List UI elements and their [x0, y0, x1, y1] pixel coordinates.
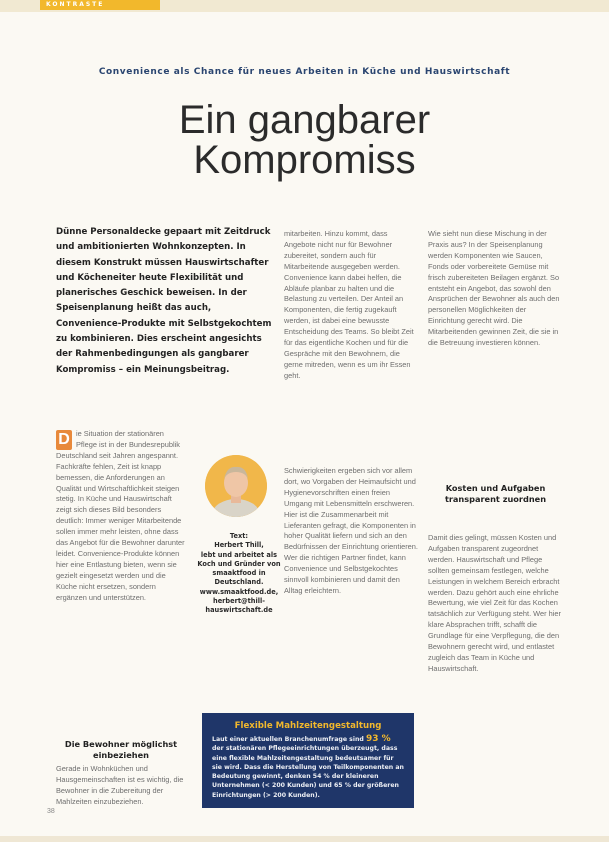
headline-line-1: Ein gangbarer — [178, 98, 431, 142]
body-column-1b — [56, 764, 186, 808]
info-box-title: Flexible Mahlzeitengestaltung — [234, 721, 382, 731]
author-contact: www.smaaktfood.de, herbert@thill-hauswirtschaft.de — [199, 587, 279, 615]
body-text-col2b: Schwierigkeiten ergeben sich vor allem dort, wo Vorgaben der Heimaufsicht und Hygienevorschriften einen freien Umgang mit Lebensmitteln erschweren. Hier ist die Zusammenarbeit mit Lieferanten gefragt, die Komponenten in hoher Qualität liefern und sich an den Bedürfnissen der Einrichtung orientieren. Wer die richtigen Partner findet, kann Convenience und Selbstgekochtes sinnvoll kombinieren und damit den Alltag erleichtern. — [284, 466, 418, 595]
author-label: Text: — [229, 532, 249, 540]
info-box — [202, 713, 414, 808]
page-number: 38 — [47, 808, 55, 815]
body-text-col2: mitarbeiten. Hinzu kommt, dass Angebote nicht nur für Bewohner zubereitet, sondern auch für Mitarbeitende ausgegeben werden. Convenience kann dabei helfen, die Abläufe planbar zu halten und die Belastung zu verteilen. Der Anteil an Komponenten, die fertig zugekauft werden, ist dabei eine bewusste Entscheidung des Teams. So bleibt Zeit für das eigentliche Kochen und für die Gespräche mit den Bewohnern, die gerne mitreden, wenn es um ihr Essen geht. — [284, 229, 414, 380]
body-column-2 — [284, 229, 418, 382]
body-text-col3: Wie sieht nun diese Mischung in der Praxis aus? In der Speisenplanung werden Komponenten wie Saucen, Fonds oder vorbereitete Gemüse mit frisch zubereiteten Beilagen ergänzt. So entsteht ein Angebot, das sowohl den Ansprüchen der Bewohner als auch den personellen Möglichkeiten der Einrichtung gerecht wird. Die Mitarbeitenden gewinnen Zeit, die sie in die Betreuung investieren können. — [428, 229, 560, 348]
bottom-stripe — [0, 836, 609, 842]
body-column-3b — [428, 533, 563, 675]
info-box-percent: 93 % — [365, 734, 391, 744]
portrait-image — [205, 455, 267, 517]
body-text-col1b: Gerade in Wohnküchen und Hausgemeinschaften ist es wichtig, die Bewohner in die Zubereitung der Mahlzeiten einzubeziehen. — [56, 764, 184, 806]
body-text-col1: ie Situation der stationären Pflege ist in der Bundesrepublik Deutschland seit Jahren angespannt. Fachkräfte fehlen, Zeit ist knapp bemessen, die Anforderungen an Qualität und Wirtschaftlichkeit steigen stetig. In Küche und Hauswirtschaft zeigt sich dieses Bild besonders deutlich: Immer weniger Mitarbeitende sollen immer mehr leisten, ohne dass das Angebot für die Bewohner darunter leidet. Convenience-Produkte können hier eine Entlastung bieten, wenn sie gezielt eingesetzt werden und die Küche nicht ersetzen, sondern ergänzen und unterstützen. — [56, 429, 185, 602]
info-box-body — [212, 735, 404, 800]
info-box-post: der stationären Pflegeeinrichtungen überzeugt, dass eine flexible Mahlzeitengestaltung bedeutsamer für sie wird. Dass die Herstellung von Teilkomponenten an Bedeutung gewinnt, denken 54 % der kleineren Unternehmen (< 200 Kunden) und 65 % der größeren Einrichtungen (> 200 Kunden). — [212, 745, 404, 799]
section-tag: KONTRASTE — [40, 0, 160, 10]
author-caption — [196, 532, 282, 616]
info-box-pre: Laut einer aktuellen Branchenumfrage sind — [212, 736, 364, 743]
drop-cap: D — [56, 430, 72, 450]
headline — [0, 100, 609, 180]
body-text-col3b: Damit dies gelingt, müssen Kosten und Aufgaben transparent zugeordnet werden. Hauswirtschaft und Pflege sollten gemeinsam festlegen, welche Leistungen in welchem Bereich erbracht werden. Dazu gehört auch eine ehrliche Bewertung, wie viel Zeit für das Kochen tatsächlich zur Verfügung steht. Wer hier klare Absprachen trifft, schafft die Grundlage für eine Verpflegung, die den Bewohnern gerecht wird, und entlastet zugleich das Team in Küche und Hauswirtschaft. — [428, 533, 561, 673]
body-column-3 — [428, 229, 563, 349]
body-column-2b — [284, 466, 418, 597]
author-portrait — [205, 455, 267, 517]
subhead-kosten: Kosten und Aufgaben transparent zuordnen — [444, 483, 547, 504]
lead-paragraph: Dünne Personaldecke gepaart mit Zeitdruck und ambitionierten Wohnkonzepten. In diesem Konstrukt müssen Hauswirtschafter und Köcheneiter heute Flexibilität und planerisches Geschick beweisen. In der Speisenplanung heißt das auch, Convenience-Produkte mit Selbstgekochtem zu kombinieren. Dies erscheint angesichts der Rahmenbedingungen als gangbarer Kompromiss – ein Meinungsbeitrag. — [56, 227, 272, 375]
subhead-bewohner: Die Bewohner möglichst einbeziehen — [64, 739, 178, 760]
body-column-1 — [56, 429, 186, 604]
author-bio: lebt und arbeitet als Koch und Gründer von smaaktfood in Deutschland. — [197, 550, 281, 587]
headline-line-2: Kompromiss — [193, 138, 416, 182]
kicker-line: Convenience als Chance für neues Arbeiten in Küche und Hauswirtschaft — [98, 67, 511, 77]
author-name: Herbert Thill, — [214, 541, 264, 550]
